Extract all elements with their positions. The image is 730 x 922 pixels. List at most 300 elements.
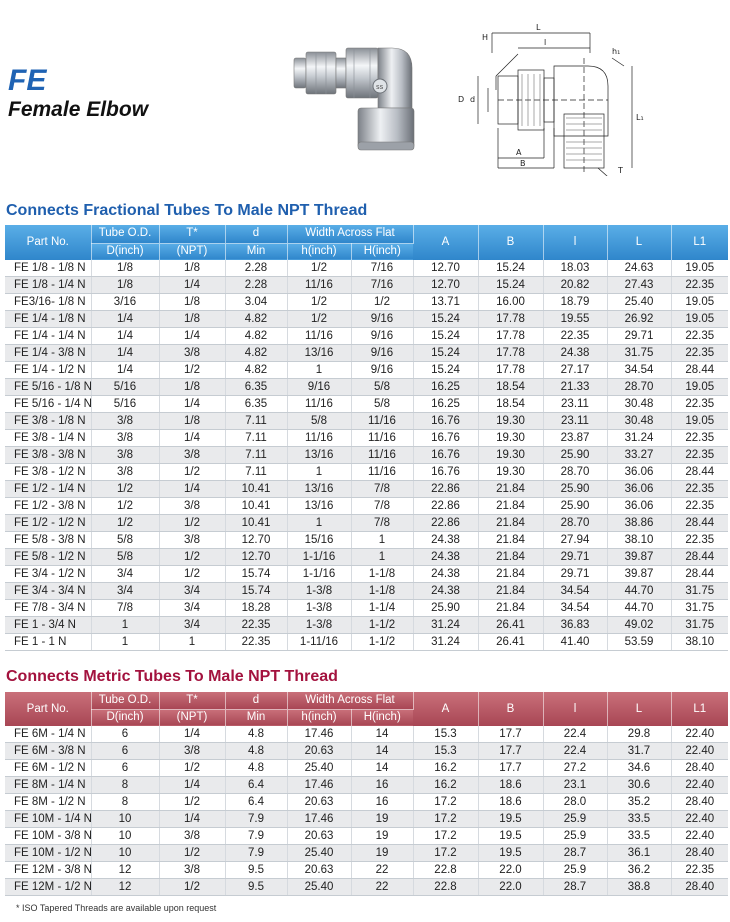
table-cell: 13/16 xyxy=(287,498,351,515)
table-cell: 22.86 xyxy=(413,481,478,498)
table-cell: 21.84 xyxy=(478,515,543,532)
table-row xyxy=(5,532,728,549)
table-cell: 26.41 xyxy=(478,634,543,651)
table-cell: 10.41 xyxy=(225,498,287,515)
table-cell: 22.35 xyxy=(671,862,728,879)
table-cell: 17.78 xyxy=(478,345,543,362)
table-cell: 21.84 xyxy=(478,481,543,498)
table-cell: 31.24 xyxy=(413,634,478,651)
table-cell: 18.6 xyxy=(478,794,543,811)
col-part-no: Part No. xyxy=(5,692,91,726)
table-cell: 12 xyxy=(91,879,159,896)
table-row xyxy=(5,498,728,515)
table-cell: 11/16 xyxy=(287,396,351,413)
table-cell: 3/8 xyxy=(159,743,225,760)
table-cell: FE 1 - 3/4 N xyxy=(5,617,91,634)
table-cell: 44.70 xyxy=(607,600,671,617)
table-cell: 10 xyxy=(91,845,159,862)
table-cell: 28.40 xyxy=(671,845,728,862)
table-cell: 15.74 xyxy=(225,566,287,583)
table-cell: 33.5 xyxy=(607,811,671,828)
table-cell: 15.3 xyxy=(413,743,478,760)
table-cell: 34.54 xyxy=(543,583,607,600)
table-cell: 28.7 xyxy=(543,845,607,862)
table-cell: FE 6M - 3/8 N xyxy=(5,743,91,760)
table-cell: FE 1/2 - 1/4 N xyxy=(5,481,91,498)
table-cell: 25.40 xyxy=(287,845,351,862)
table-cell: 7.11 xyxy=(225,447,287,464)
table-cell: 38.10 xyxy=(671,634,728,651)
table-cell: 3/4 xyxy=(159,617,225,634)
table-cell: FE 3/8 - 3/8 N xyxy=(5,447,91,464)
col-d-min: Min xyxy=(225,709,287,726)
table-cell: 22.0 xyxy=(478,862,543,879)
table-cell: 13/16 xyxy=(287,447,351,464)
table-cell: 17.78 xyxy=(478,311,543,328)
table-cell: 20.63 xyxy=(287,743,351,760)
fractional-table xyxy=(5,225,728,651)
table-cell: 31.75 xyxy=(671,600,728,617)
table-cell: 16.00 xyxy=(478,294,543,311)
table-cell: 14 xyxy=(351,743,413,760)
table-cell: 16.76 xyxy=(413,430,478,447)
table-cell: 1-1/16 xyxy=(287,566,351,583)
table-cell: 19.55 xyxy=(543,311,607,328)
table-cell: 9/16 xyxy=(351,328,413,345)
col-d: d xyxy=(225,692,287,709)
table-cell: 31.24 xyxy=(607,430,671,447)
table-cell: 19.05 xyxy=(671,379,728,396)
table-cell: 21.84 xyxy=(478,549,543,566)
table-cell: 12.70 xyxy=(225,549,287,566)
table-cell: 21.33 xyxy=(543,379,607,396)
table-cell: 36.06 xyxy=(607,498,671,515)
table-cell: FE 1/8 - 1/4 N xyxy=(5,277,91,294)
table-cell: FE 12M - 1/2 N xyxy=(5,879,91,896)
table-cell: 34.54 xyxy=(543,600,607,617)
table-cell: 27.2 xyxy=(543,760,607,777)
table-cell: 19.5 xyxy=(478,828,543,845)
table-row xyxy=(5,515,728,532)
table-cell: 7.9 xyxy=(225,828,287,845)
table-cell: 1/2 xyxy=(287,260,351,277)
table-cell: 38.86 xyxy=(607,515,671,532)
table-cell: 16 xyxy=(351,794,413,811)
label-L1: L₁ xyxy=(636,113,644,122)
table-cell: 23.87 xyxy=(543,430,607,447)
table-cell: FE 7/8 - 3/4 N xyxy=(5,600,91,617)
table-cell: 3/8 xyxy=(91,447,159,464)
table-cell: 38.10 xyxy=(607,532,671,549)
table-cell: 25.90 xyxy=(543,447,607,464)
table-cell: 3/8 xyxy=(159,828,225,845)
dimension-drawing xyxy=(448,18,710,176)
table-cell: FE3/16- 1/8 N xyxy=(5,294,91,311)
table-cell: 3/8 xyxy=(159,862,225,879)
table-cell: FE 8M - 1/2 N xyxy=(5,794,91,811)
table-cell: 7.9 xyxy=(225,811,287,828)
table-cell: 7.11 xyxy=(225,413,287,430)
table-cell: 1/8 xyxy=(159,294,225,311)
col-d: d xyxy=(225,225,287,243)
col-tube-od-unit: D(inch) xyxy=(91,709,159,726)
table-cell: 7/8 xyxy=(351,481,413,498)
table-cell: 1/2 xyxy=(287,294,351,311)
table-cell: 18.54 xyxy=(478,396,543,413)
table-cell: 4.8 xyxy=(225,743,287,760)
table-cell: 4.82 xyxy=(225,328,287,345)
col-t-npt: (NPT) xyxy=(159,243,225,260)
table-cell: 15.24 xyxy=(413,311,478,328)
col-b: B xyxy=(478,692,543,726)
table-cell: 17.2 xyxy=(413,828,478,845)
table-cell: 15.24 xyxy=(413,345,478,362)
table-cell: FE 1/2 - 3/8 N xyxy=(5,498,91,515)
col-a: A xyxy=(413,225,478,260)
table-cell: 1 xyxy=(351,532,413,549)
table-cell: 6.4 xyxy=(225,794,287,811)
table-row xyxy=(5,379,728,396)
table-cell: 5/16 xyxy=(91,379,159,396)
table-cell: 27.17 xyxy=(543,362,607,379)
table-cell: FE 5/16 - 1/4 N xyxy=(5,396,91,413)
table-cell: 11/16 xyxy=(287,328,351,345)
table-cell: 36.1 xyxy=(607,845,671,862)
table-row xyxy=(5,294,728,311)
table-cell: 5/8 xyxy=(91,549,159,566)
table-cell: 24.63 xyxy=(607,260,671,277)
table-cell: 3.04 xyxy=(225,294,287,311)
table-cell: 12.70 xyxy=(225,532,287,549)
table-cell: 19.05 xyxy=(671,294,728,311)
table-cell: 12.70 xyxy=(413,277,478,294)
label-h1: h₁ xyxy=(612,47,621,56)
table-cell: 6 xyxy=(91,760,159,777)
label-B: B xyxy=(520,159,526,168)
table-cell: 1-3/8 xyxy=(287,583,351,600)
table-cell: 20.82 xyxy=(543,277,607,294)
table-cell: 1/2 xyxy=(159,549,225,566)
table-cell: 3/8 xyxy=(159,532,225,549)
table-cell: FE 5/16 - 1/8 N xyxy=(5,379,91,396)
table-cell: 21.84 xyxy=(478,498,543,515)
table-cell: 20.63 xyxy=(287,794,351,811)
label-A: A xyxy=(516,148,522,157)
table-cell: 17.46 xyxy=(287,777,351,794)
table-cell: 33.27 xyxy=(607,447,671,464)
table-cell: 22.40 xyxy=(671,743,728,760)
table-cell: 39.87 xyxy=(607,549,671,566)
table-cell: 49.02 xyxy=(607,617,671,634)
table-cell: 12.70 xyxy=(413,260,478,277)
table-cell: 6 xyxy=(91,726,159,743)
table-cell: 7.9 xyxy=(225,845,287,862)
table-cell: 25.40 xyxy=(287,879,351,896)
table-cell: 26.41 xyxy=(478,617,543,634)
table-cell: 6.4 xyxy=(225,777,287,794)
table-row xyxy=(5,464,728,481)
table-row xyxy=(5,617,728,634)
col-t: T* xyxy=(159,692,225,709)
table-cell: 22.35 xyxy=(671,396,728,413)
table-cell: 3/8 xyxy=(159,447,225,464)
col-H-inch: H(inch) xyxy=(351,243,413,260)
fractional-section-title: Connects Fractional Tubes To Male NPT Thread xyxy=(6,202,368,219)
table-cell: 1/4 xyxy=(91,311,159,328)
table-cell: 1/2 xyxy=(159,845,225,862)
table-cell: 13/16 xyxy=(287,345,351,362)
table-cell: 3/8 xyxy=(91,464,159,481)
table-cell: 1 xyxy=(287,362,351,379)
table-cell: 22.35 xyxy=(225,634,287,651)
table-row xyxy=(5,811,728,828)
table-cell: 22.35 xyxy=(671,532,728,549)
table-cell: 14 xyxy=(351,760,413,777)
table-row xyxy=(5,396,728,413)
table-cell: 1/2 xyxy=(159,362,225,379)
table-cell: 22.4 xyxy=(543,726,607,743)
table-cell: 17.7 xyxy=(478,760,543,777)
col-width-across-flat: Width Across Flat xyxy=(287,225,413,243)
table-row xyxy=(5,260,728,277)
table-row xyxy=(5,845,728,862)
table-cell: 7/8 xyxy=(351,498,413,515)
table-cell: 25.40 xyxy=(607,294,671,311)
col-l-large: L xyxy=(607,225,671,260)
table-cell: 16.76 xyxy=(413,413,478,430)
table-cell: 6 xyxy=(91,743,159,760)
table-cell: 25.40 xyxy=(287,760,351,777)
table-row xyxy=(5,566,728,583)
table-cell: 19.30 xyxy=(478,413,543,430)
table-row xyxy=(5,430,728,447)
table-cell: 11/16 xyxy=(351,430,413,447)
table-cell: FE 3/8 - 1/2 N xyxy=(5,464,91,481)
table-cell: 11/16 xyxy=(351,447,413,464)
table-row xyxy=(5,583,728,600)
table-cell: 8 xyxy=(91,777,159,794)
col-l1: L1 xyxy=(671,225,728,260)
table-cell: 10 xyxy=(91,811,159,828)
table-cell: 3/8 xyxy=(91,413,159,430)
table-cell: 29.71 xyxy=(607,328,671,345)
table-cell: 1-1/8 xyxy=(351,566,413,583)
table-cell: 28.44 xyxy=(671,515,728,532)
table-cell: 3/8 xyxy=(159,498,225,515)
table-cell: 22.35 xyxy=(671,328,728,345)
table-cell: 31.75 xyxy=(671,617,728,634)
table-cell: 22.86 xyxy=(413,498,478,515)
table-cell: 1/4 xyxy=(159,277,225,294)
table-cell: 21.84 xyxy=(478,600,543,617)
table-cell: 20.63 xyxy=(287,828,351,845)
table-cell: 1/4 xyxy=(91,362,159,379)
table-cell: 24.38 xyxy=(413,549,478,566)
label-D: D xyxy=(458,95,465,104)
table-cell: 10 xyxy=(91,828,159,845)
table-cell: 22.8 xyxy=(413,879,478,896)
table-cell: 10.41 xyxy=(225,481,287,498)
col-h-inch: h(inch) xyxy=(287,709,351,726)
table-cell: 1 xyxy=(287,464,351,481)
table-cell: 15.24 xyxy=(413,328,478,345)
label-d: d xyxy=(470,95,476,104)
table-row xyxy=(5,447,728,464)
table-cell: 1/4 xyxy=(159,811,225,828)
table-cell: 7/8 xyxy=(91,600,159,617)
table-cell: 22.40 xyxy=(671,726,728,743)
table-cell: 21.84 xyxy=(478,583,543,600)
table-cell: 5/8 xyxy=(351,396,413,413)
table-cell: 4.82 xyxy=(225,311,287,328)
table-cell: FE 3/4 - 3/4 N xyxy=(5,583,91,600)
table-cell: 22.35 xyxy=(671,498,728,515)
table-row xyxy=(5,311,728,328)
metric-table xyxy=(5,692,728,896)
table-cell: 22.40 xyxy=(671,777,728,794)
table-cell: 22.40 xyxy=(671,828,728,845)
table-cell: 1/8 xyxy=(159,260,225,277)
table-cell: 11/16 xyxy=(351,413,413,430)
table-cell: 7.11 xyxy=(225,430,287,447)
table-cell: 11/16 xyxy=(351,464,413,481)
table-cell: 1-3/8 xyxy=(287,617,351,634)
product-code: FE xyxy=(8,64,47,97)
table-cell: 1/2 xyxy=(159,794,225,811)
table-cell: 35.2 xyxy=(607,794,671,811)
table-cell: FE 10M - 3/8 N xyxy=(5,828,91,845)
table-cell: 25.90 xyxy=(413,600,478,617)
table-cell: 23.11 xyxy=(543,396,607,413)
label-l: l xyxy=(544,38,547,47)
table-cell: 27.94 xyxy=(543,532,607,549)
table-cell: FE 10M - 1/2 N xyxy=(5,845,91,862)
table-cell: 28.40 xyxy=(671,760,728,777)
table-row xyxy=(5,600,728,617)
table-cell: FE 3/8 - 1/4 N xyxy=(5,430,91,447)
table-cell: 1/4 xyxy=(159,396,225,413)
table-cell: 1/8 xyxy=(91,277,159,294)
table-cell: FE 1/2 - 1/2 N xyxy=(5,515,91,532)
col-l-small: l xyxy=(543,225,607,260)
table-cell: 1 xyxy=(91,634,159,651)
table-cell: 31.24 xyxy=(413,617,478,634)
table-cell: FE 3/8 - 1/8 N xyxy=(5,413,91,430)
table-row xyxy=(5,634,728,651)
table-cell: 22.35 xyxy=(671,345,728,362)
table-cell: 17.78 xyxy=(478,328,543,345)
table-cell: 28.70 xyxy=(543,464,607,481)
table-cell: 19.30 xyxy=(478,447,543,464)
table-cell: 13/16 xyxy=(287,481,351,498)
label-H: H xyxy=(482,33,489,42)
metric-section-title: Connects Metric Tubes To Male NPT Thread xyxy=(6,668,338,685)
table-cell: FE 1/8 - 1/8 N xyxy=(5,260,91,277)
table-cell: 9/16 xyxy=(351,362,413,379)
table-cell: 1/4 xyxy=(159,481,225,498)
table-row xyxy=(5,362,728,379)
col-t-npt: (NPT) xyxy=(159,709,225,726)
table-cell: 9.5 xyxy=(225,879,287,896)
table-cell: 18.6 xyxy=(478,777,543,794)
table-cell: FE 1/4 - 1/4 N xyxy=(5,328,91,345)
table-cell: 22.35 xyxy=(671,277,728,294)
col-d-min: Min xyxy=(225,243,287,260)
product-photo xyxy=(292,38,422,154)
col-tube-od: Tube O.D. xyxy=(91,225,159,243)
table-cell: 3/8 xyxy=(91,430,159,447)
table-cell: 24.38 xyxy=(413,583,478,600)
table-cell: 17.2 xyxy=(413,845,478,862)
table-cell: 16.25 xyxy=(413,379,478,396)
table-cell: 29.71 xyxy=(543,549,607,566)
table-cell: 28.0 xyxy=(543,794,607,811)
table-row xyxy=(5,777,728,794)
table-cell: 28.44 xyxy=(671,362,728,379)
table-cell: 1-1/8 xyxy=(351,583,413,600)
table-cell: 1-1/16 xyxy=(287,549,351,566)
table-cell: 36.06 xyxy=(607,481,671,498)
table-cell: 19.05 xyxy=(671,413,728,430)
table-cell: 22.35 xyxy=(671,447,728,464)
footnote: * ISO Tapered Threads are available upon request xyxy=(16,903,217,913)
table-cell: 5/8 xyxy=(351,379,413,396)
table-cell: 23.11 xyxy=(543,413,607,430)
table-cell: 17.7 xyxy=(478,726,543,743)
col-b: B xyxy=(478,225,543,260)
table-cell: 12 xyxy=(91,862,159,879)
table-cell: 1/4 xyxy=(159,430,225,447)
table-cell: 22.8 xyxy=(413,862,478,879)
table-cell: FE 3/4 - 1/2 N xyxy=(5,566,91,583)
table-cell: 4.8 xyxy=(225,726,287,743)
table-cell: 7/8 xyxy=(351,515,413,532)
table-cell: 7/16 xyxy=(351,277,413,294)
table-row xyxy=(5,345,728,362)
table-cell: 17.2 xyxy=(413,811,478,828)
table-cell: FE 1/4 - 1/8 N xyxy=(5,311,91,328)
table-row xyxy=(5,481,728,498)
col-width-across-flat: Width Across Flat xyxy=(287,692,413,709)
table-cell: 24.38 xyxy=(413,566,478,583)
table-cell: 21.84 xyxy=(478,532,543,549)
table-cell: 1/2 xyxy=(287,311,351,328)
table-cell: 19 xyxy=(351,811,413,828)
table-cell: 25.9 xyxy=(543,828,607,845)
table-cell: 7/16 xyxy=(351,260,413,277)
table-cell: 1/4 xyxy=(91,345,159,362)
col-tube-od-unit: D(inch) xyxy=(91,243,159,260)
table-cell: 5/16 xyxy=(91,396,159,413)
table-cell: FE 10M - 1/4 N xyxy=(5,811,91,828)
table-cell: 3/4 xyxy=(159,600,225,617)
table-cell: 2.28 xyxy=(225,277,287,294)
table-cell: 4.82 xyxy=(225,362,287,379)
table-cell: 30.6 xyxy=(607,777,671,794)
table-cell: 23.1 xyxy=(543,777,607,794)
table-cell: 18.28 xyxy=(225,600,287,617)
table-cell: 19 xyxy=(351,828,413,845)
table-cell: 28.44 xyxy=(671,464,728,481)
table-cell: 1 xyxy=(159,634,225,651)
table-cell: 1/4 xyxy=(159,726,225,743)
table-cell: 10.41 xyxy=(225,515,287,532)
table-cell: 9/16 xyxy=(287,379,351,396)
table-cell: 29.71 xyxy=(543,566,607,583)
table-cell: 4.82 xyxy=(225,345,287,362)
table-cell: 1/8 xyxy=(159,311,225,328)
table-row xyxy=(5,862,728,879)
